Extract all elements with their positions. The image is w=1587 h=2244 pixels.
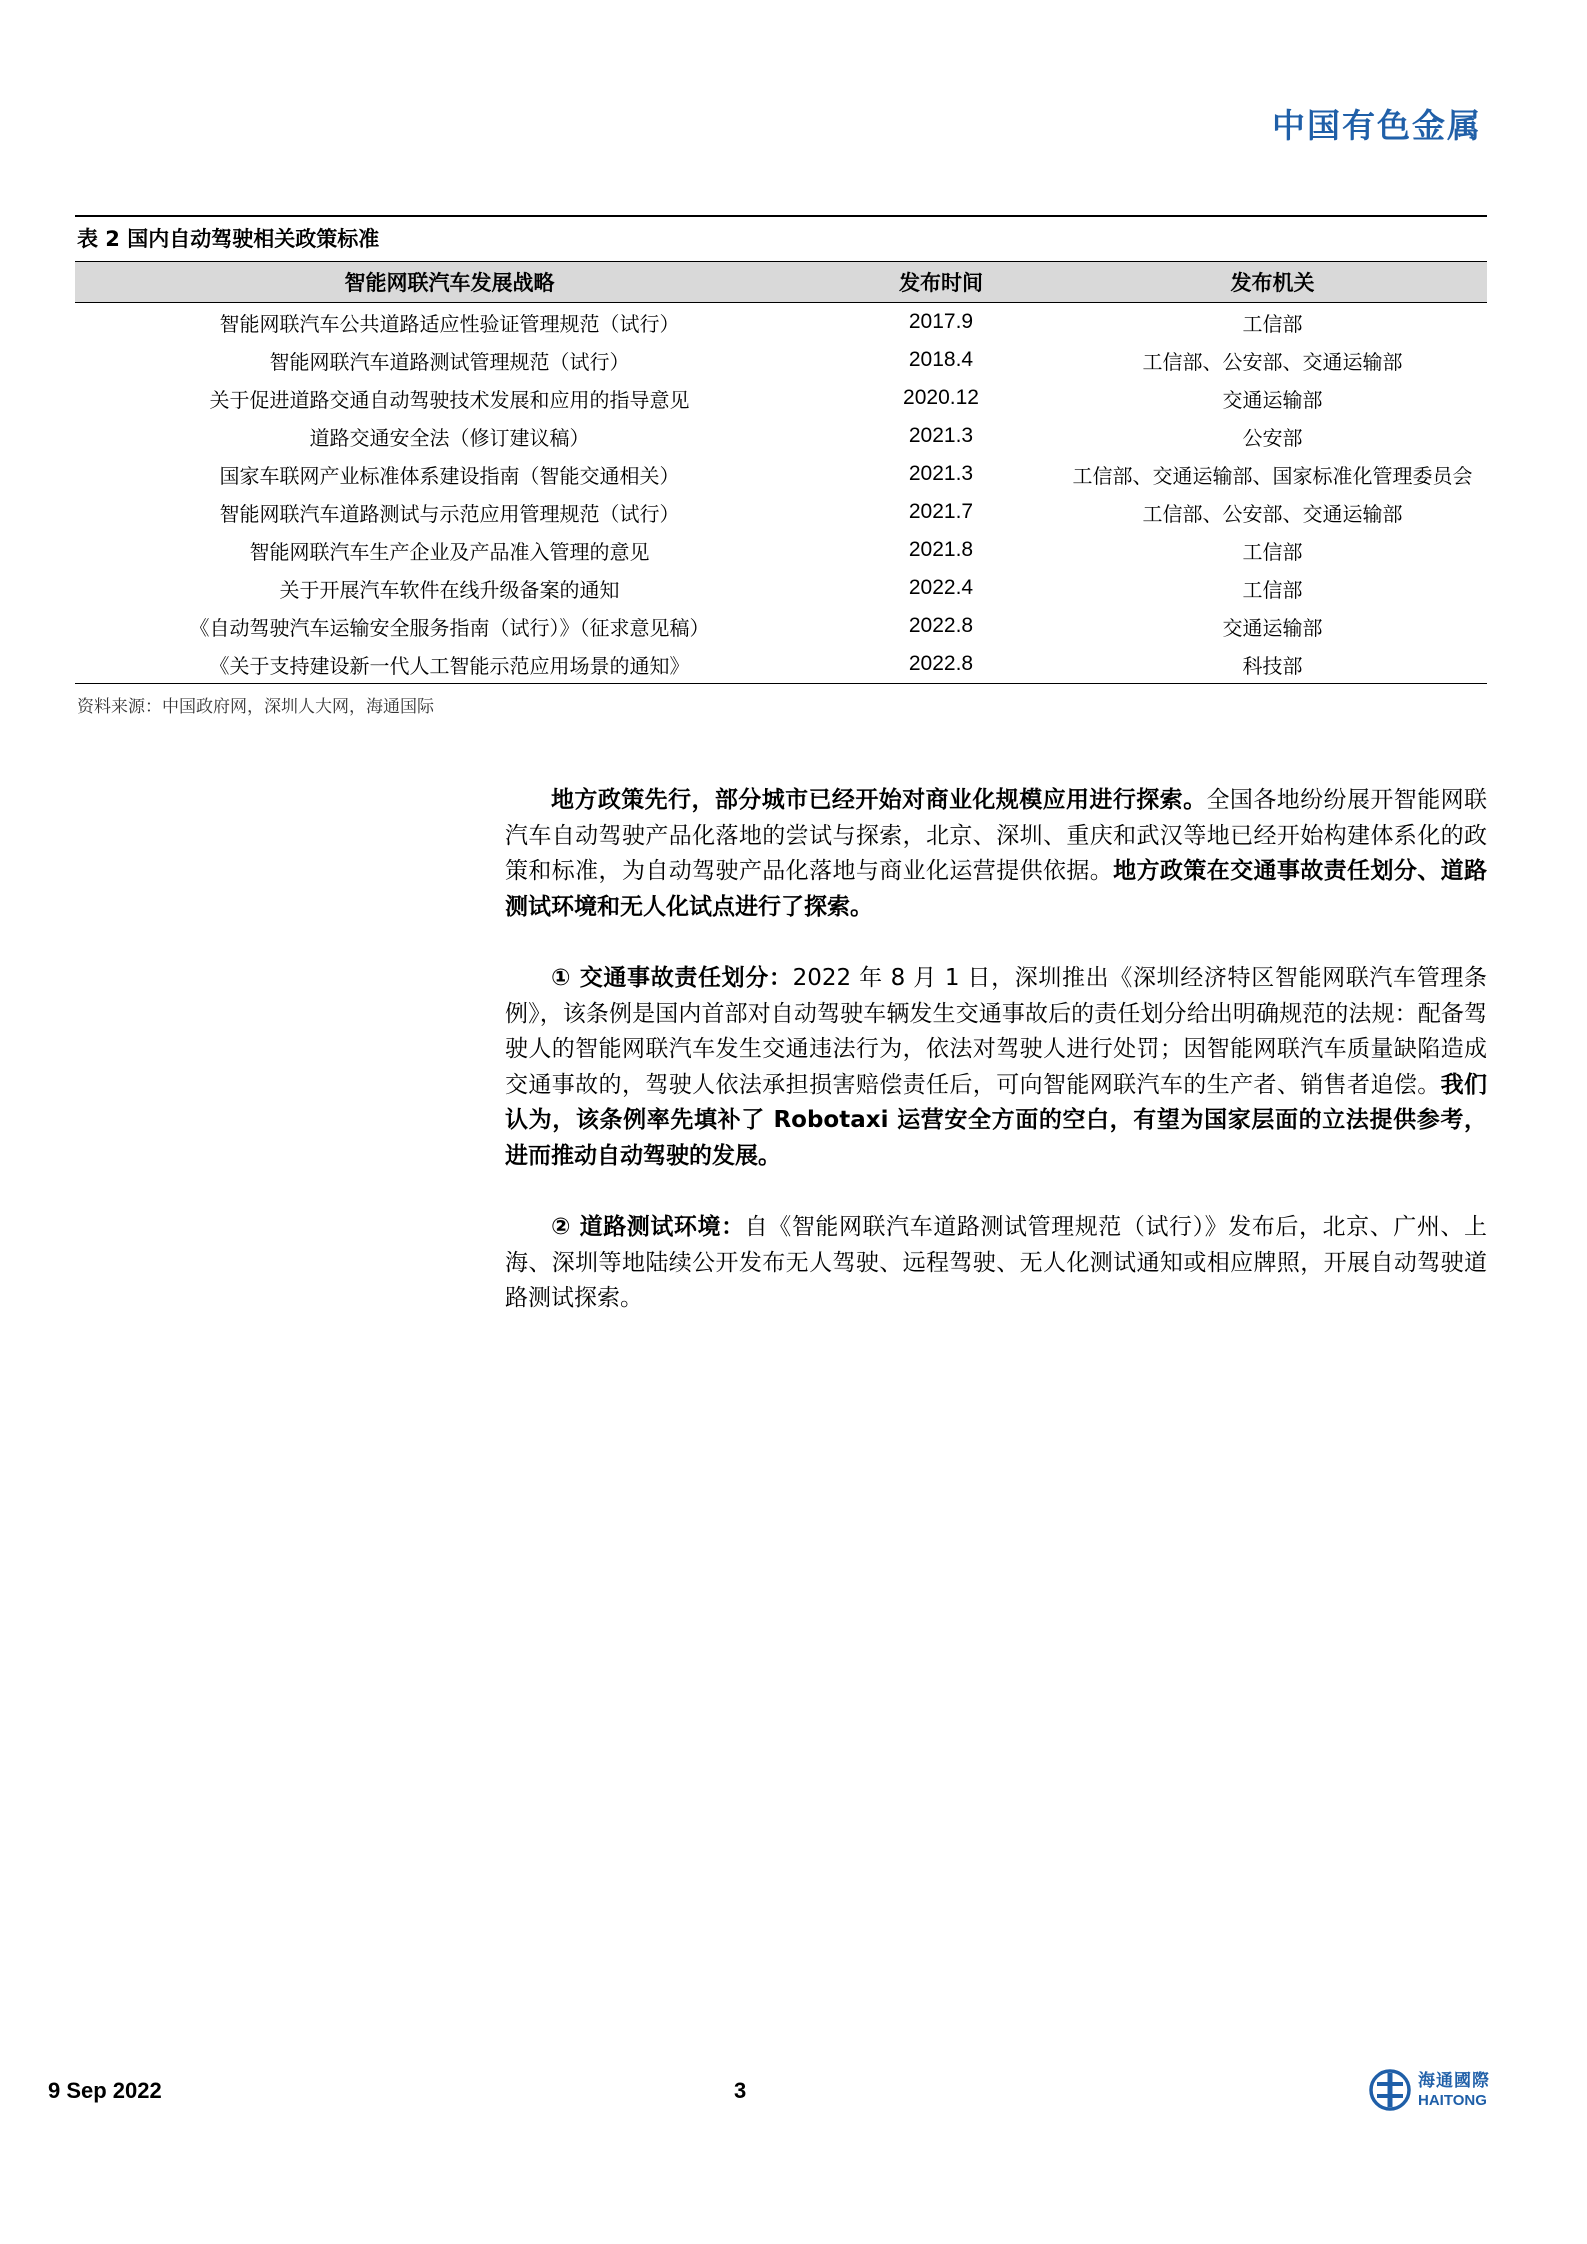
- policy-table: [75, 261, 1487, 684]
- page-number: 3: [734, 2078, 747, 2103]
- cell-release-date: 2021.8: [908, 538, 974, 561]
- cell-release-date: 2022.8: [824, 645, 1058, 684]
- cell-agency: 科技部: [1058, 645, 1487, 684]
- column-header-date: 发布时间: [824, 262, 1058, 303]
- cell-agency: 交通运输部: [1222, 615, 1323, 640]
- paragraph-text: 2022 年 8 月 1 日，深圳推出《深圳经济特区智能网联汽车管理条例》，该条例是国内首部对自动驾驶车辆发生交通事故后的责任划分给出明确规范的法规：配备驾驶人的智能网联汽车发生交通违法行为，依法对驾驶人进行处罚；因智能网联汽车质量缺陷造成交通事故的，驾驶人依法承担损害赔偿责任后，可向智能网联汽车的生产者、销售者追偿。: [505, 965, 1487, 1098]
- paragraph-accident-liability: [505, 961, 1487, 1174]
- cell-release-date: 2017.9: [908, 310, 974, 333]
- haitong-logo: [1368, 2068, 1490, 2112]
- paragraph-local-policy: [505, 783, 1487, 925]
- paragraph-summary-bold: 地方政策在交通事故责任划分、道路测试环境和无人化试点进行了探索。: [505, 858, 1488, 920]
- table-row: [75, 493, 1487, 531]
- logo-english-name: HAITONG: [1418, 2091, 1487, 2109]
- body-text: [505, 783, 1487, 1353]
- table-header-row: [75, 262, 1487, 303]
- paragraph-road-testing: [505, 1210, 1487, 1317]
- table-title: 表 2 国内自动驾驶相关政策标准: [75, 215, 1487, 261]
- cell-policy-name: 智能网联汽车道路测试管理规范（试行）: [269, 349, 630, 374]
- column-header-strategy: 智能网联汽车发展战略: [75, 262, 824, 303]
- cell-release-date: 2021.3: [908, 462, 974, 485]
- table-row: [75, 455, 1487, 493]
- paragraph-lead-bold: 地方政策先行，部分城市已经开始对商业化规模应用进行探索。: [551, 787, 1207, 813]
- cell-policy-name: 国家车联网产业标准体系建设指南（智能交通相关）: [219, 463, 680, 488]
- column-header-agency: 发布机关: [1058, 262, 1487, 303]
- cell-policy-name: 关于开展汽车软件在线升级备案的通知: [279, 577, 620, 602]
- table-row: [75, 607, 1487, 645]
- cell-policy-name: 智能网联汽车道路测试与示范应用管理规范（试行）: [219, 501, 680, 526]
- cell-policy-name: 《自动驾驶汽车运输安全服务指南（试行）》（征求意见稿）: [189, 615, 710, 640]
- paragraph-lead-bold: ① 交通事故责任划分：: [551, 965, 793, 991]
- cell-policy-name: 道路交通安全法（修订建议稿）: [309, 425, 590, 450]
- paragraph-lead-bold: ② 道路测试环境：: [551, 1214, 745, 1240]
- paragraph-text: 全国各地纷纷展开智能网联汽车自动驾驶产品化落地的尝试与探索，北京、深圳、重庆和武汉等地已经开始构建体系化的政策和标准，为自动驾驶产品化落地与商业化运营提供依据。: [505, 787, 1488, 884]
- cell-agency: 工信部、交通运输部、国家标准化管理委员会: [1072, 463, 1473, 488]
- table-row: [75, 569, 1487, 607]
- table-row: [75, 417, 1487, 455]
- policy-table-block: [75, 215, 1487, 717]
- cell-agency: 公安部: [1242, 425, 1303, 450]
- cell-release-date: 2022.8: [908, 614, 974, 637]
- paragraph-text: 自《智能网联汽车道路测试管理规范（试行）》发布后，北京、广州、上海、深圳等地陆续公开发布无人驾驶、远程驾驶、无人化测试通知或相应牌照，开展自动驾驶道路测试探索。: [505, 1214, 1488, 1311]
- cell-release-date: 2018.4: [908, 348, 974, 371]
- cell-policy-name: 智能网联汽车生产企业及产品准入管理的意见: [249, 539, 650, 564]
- cell-policy-name: 《关于支持建设新一代人工智能示范应用场景的通知》: [75, 645, 824, 684]
- cell-policy-name: 智能网联汽车公共道路适应性验证管理规范（试行）: [219, 311, 680, 336]
- header-company-name: 中国有色金属: [1272, 106, 1482, 145]
- cell-agency: 工信部: [1242, 539, 1303, 564]
- cell-agency: 交通运输部: [1222, 387, 1323, 412]
- cell-release-date: 2021.3: [908, 424, 974, 447]
- table-source-note: 资料来源：中国政府网，深圳人大网，海通国际: [77, 697, 434, 717]
- footer-date: 9 Sep 2022: [48, 2078, 162, 2103]
- table-row: [75, 531, 1487, 569]
- cell-release-date: 2020.12: [903, 386, 979, 409]
- haitong-logo-icon: [1368, 2068, 1412, 2112]
- cell-agency: 工信部、公安部、交通运输部: [1142, 501, 1403, 526]
- table-row: [75, 341, 1487, 379]
- paragraph-opinion-bold: 我们认为，该条例率先填补了 Robotaxi 运营安全方面的空白，有望为国家层面的立法提供参考，进而推动自动驾驶的发展。: [505, 1071, 1488, 1169]
- cell-agency: 工信部、公安部、交通运输部: [1142, 349, 1403, 374]
- cell-agency: 工信部: [1242, 311, 1303, 336]
- cell-agency: 工信部: [1242, 577, 1303, 602]
- cell-policy-name: 关于促进道路交通自动驾驶技术发展和应用的指导意见: [209, 387, 690, 412]
- cell-release-date: 2021.7: [908, 500, 974, 523]
- table-row: [75, 303, 1487, 342]
- table-row: [75, 379, 1487, 417]
- table-row: [75, 645, 1487, 684]
- cell-release-date: 2022.4: [908, 576, 974, 599]
- logo-chinese-name: 海通國際: [1418, 2070, 1490, 2091]
